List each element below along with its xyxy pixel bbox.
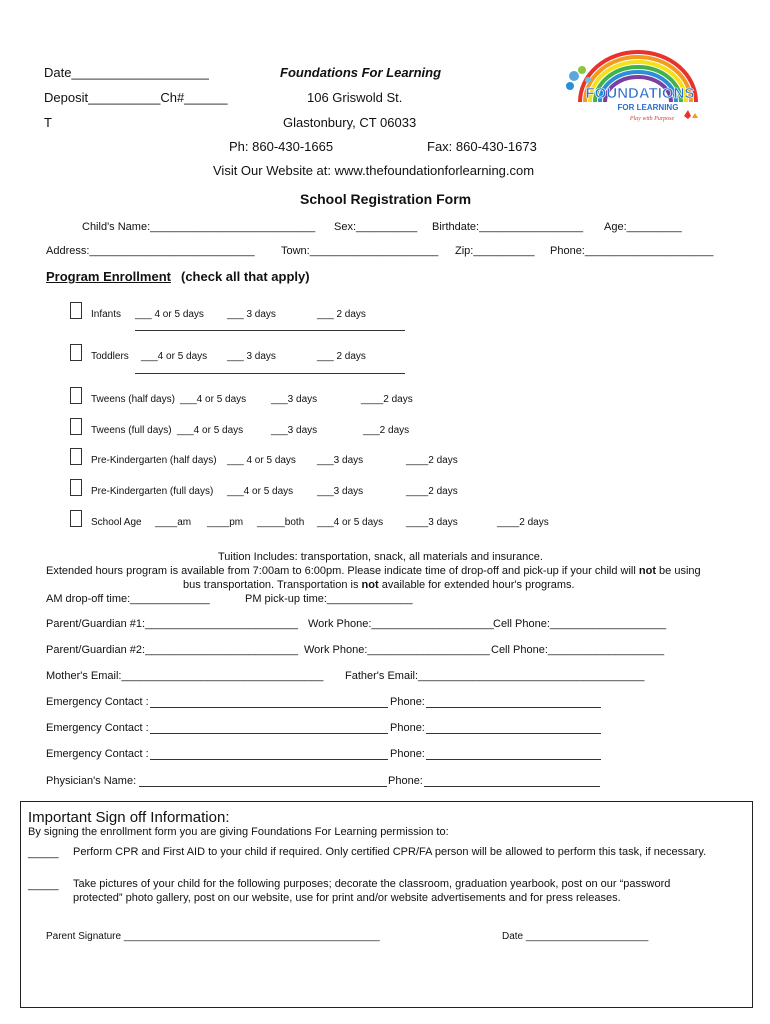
toddlers-opt-3[interactable]: ___ 3 days [227,351,276,362]
infants-opt-45[interactable]: ___ 4 or 5 days [135,309,204,320]
transportation-line [183,580,575,591]
emergency-phone-2-line[interactable] [426,733,601,734]
extended-hours-tail: be using [656,565,701,577]
emergency-contact-1-line[interactable] [150,707,388,708]
program-heading: Program Enrollment [46,269,171,284]
emergency-contact-2-line[interactable] [150,733,388,734]
school-age-opt-45[interactable]: ___4 or 5 days [317,517,384,528]
physician-name-field[interactable]: Physician's Name: [46,775,137,787]
tweens-half-opt-2[interactable]: ____2 days [361,394,413,405]
org-city: Glastonbury, CT 06033 [283,115,417,130]
emergency-phone-3-line[interactable] [426,759,601,760]
logo-tagline: Play with Purpose [629,116,675,122]
emergency-phone-2-label: Phone: [390,722,425,734]
program-note: (check all that apply) [181,269,310,284]
photo-permission-1: Take pictures of your child for the following purposes; decorate the classroom, graduation yearbook, post on our “password [73,878,671,890]
parent1-field[interactable]: Parent/Guardian #1:_________________________ [46,618,299,630]
school-age-opt-am[interactable]: ____am [155,517,192,528]
org-name: Foundations For Learning [280,65,442,80]
infants-opt-2[interactable]: ___ 2 days [317,309,366,320]
tweens-full-opt-2[interactable]: ___2 days [363,425,410,436]
parent-signature-field[interactable]: Parent Signature ______________________________________________ [46,931,380,942]
physician-name-line[interactable] [139,786,387,787]
emergency-contact-2[interactable]: Emergency Contact : [46,722,149,734]
prek-half-opt-45[interactable]: ___ 4 or 5 days [227,455,296,466]
extended-hours-text: Extended hours program is available from 7:00am to 6:00pm. Please indicate time of drop-off and pick-up if your child will [46,565,639,577]
toddlers-label: Toddlers [91,351,129,362]
org-website: Visit Our Website at: www.thefoundationforlearning.com [213,163,535,178]
logo-word: FOUNDATIONS [585,85,695,102]
org-phone: Ph: 860-430-1665 [229,139,334,154]
school-age-label: School Age [91,517,142,528]
age-field[interactable]: Age:_________ [604,221,682,233]
prek-half-checkbox[interactable] [70,448,82,465]
tweens-full-label: Tweens (full days) [91,425,172,436]
parent2-work-phone[interactable]: Work Phone:____________________ [304,644,490,656]
prek-full-checkbox[interactable] [70,479,82,496]
toddlers-checkbox[interactable] [70,344,82,361]
org-street: 106 Griswold St. [307,90,403,105]
prek-full-opt-45[interactable]: ___4 or 5 days [227,486,294,497]
prek-full-label: Pre-Kindergarten (full days) [91,486,214,497]
physician-phone-line[interactable] [424,786,600,787]
physician-phone-label: Phone: [388,775,423,787]
signature-date-field[interactable]: Date ______________________ [502,931,649,942]
child-name-field[interactable]: Child's Name:___________________________ [82,221,316,233]
tweens-half-opt-3[interactable]: ___3 days [271,394,318,405]
t-field: T [44,115,52,130]
deposit-field[interactable]: Deposit__________Ch#______ [44,90,228,105]
school-age-opt-3[interactable]: ____3 days [406,517,458,528]
prek-full-opt-2[interactable]: ____2 days [406,486,458,497]
cpr-initial-blank[interactable]: _____ [28,847,59,859]
infants-checkbox[interactable] [70,302,82,319]
extended-hours-not: not [638,565,656,577]
parent2-field[interactable]: Parent/Guardian #2:_________________________ [46,644,299,656]
foundations-logo [560,40,710,130]
tweens-half-checkbox[interactable] [70,387,82,404]
emergency-contact-3-line[interactable] [150,759,388,760]
prek-full-opt-3[interactable]: ___3 days [317,486,364,497]
mother-email-field[interactable]: Mother's Email:_________________________________ [46,670,324,682]
infants-label: Infants [91,309,122,320]
school-age-opt-2[interactable]: ____2 days [497,517,549,528]
parent2-cell-phone[interactable]: Cell Phone:___________________ [491,644,665,656]
tweens-full-checkbox[interactable] [70,418,82,435]
town-field[interactable]: Town:_____________________ [281,245,439,257]
sex-field[interactable]: Sex:__________ [334,221,418,233]
am-dropoff-field[interactable]: AM drop-off time:_____________ [46,593,210,605]
transportation-not: not [361,579,379,591]
photo-permission-2: protected” photo gallery, post on our website, use for print and/or website advertisements and for press releases. [73,892,621,904]
school-age-opt-both[interactable]: _____both [257,517,305,528]
logo-sub: FOR LEARNING [617,103,679,112]
emergency-phone-3-label: Phone: [390,748,425,760]
form-title: School Registration Form [300,191,472,207]
toddlers-opt-45[interactable]: ___4 or 5 days [141,351,208,362]
prek-half-opt-3[interactable]: ___3 days [317,455,364,466]
cpr-permission: Perform CPR and First AID to your child if required. Only certified CPR/FA person will be allowed to perform this task, if necessary. [73,846,707,858]
prek-half-opt-2[interactable]: ____2 days [406,455,458,466]
rainbow-logo-graphic [560,40,710,130]
school-age-checkbox[interactable] [70,510,82,527]
emergency-phone-1-line[interactable] [426,707,601,708]
toddlers-opt-2[interactable]: ___ 2 days [317,351,366,362]
emergency-contact-1[interactable]: Emergency Contact : [46,696,149,708]
tweens-half-label: Tweens (half days) [91,394,175,405]
tweens-half-opt-45[interactable]: ___4 or 5 days [180,394,247,405]
parent1-cell-phone[interactable]: Cell Phone:___________________ [493,618,667,630]
transportation-text: bus transportation. Transportation is [183,579,362,591]
zip-field[interactable]: Zip:__________ [455,245,535,257]
extended-hours-line [46,566,701,577]
tweens-full-opt-45[interactable]: ___4 or 5 days [177,425,244,436]
infants-note-line[interactable] [135,330,405,331]
signoff-title: Important Sign off Information: [28,809,230,826]
tuition-includes: Tuition Includes: transportation, snack, all materials and insurance. [218,551,543,563]
school-age-opt-pm[interactable]: ____pm [207,517,244,528]
photo-initial-blank[interactable]: _____ [28,879,59,891]
pm-pickup-field[interactable]: PM pick-up time:______________ [245,593,413,605]
father-email-field[interactable]: Father's Email:_____________________________________ [345,670,645,682]
transportation-tail: available for extended hour's programs. [378,579,575,591]
tweens-full-opt-3[interactable]: ___3 days [271,425,318,436]
birthdate-field[interactable]: Birthdate:_________________ [432,221,584,233]
infants-opt-3[interactable]: ___ 3 days [227,309,276,320]
address-field[interactable]: Address:___________________________ [46,245,255,257]
emergency-contact-3[interactable]: Emergency Contact : [46,748,149,760]
phone-field[interactable]: Phone:_____________________ [550,245,714,257]
emergency-phone-1-label: Phone: [390,696,425,708]
prek-half-label: Pre-Kindergarten (half days) [91,455,217,466]
org-fax: Fax: 860-430-1673 [427,139,537,154]
toddlers-note-line[interactable] [135,373,405,374]
date-field[interactable]: Date___________________ [44,65,209,80]
signoff-intro: By signing the enrollment form you are giving Foundations For Learning permission to: [28,826,449,838]
parent1-work-phone[interactable]: Work Phone:____________________ [308,618,494,630]
